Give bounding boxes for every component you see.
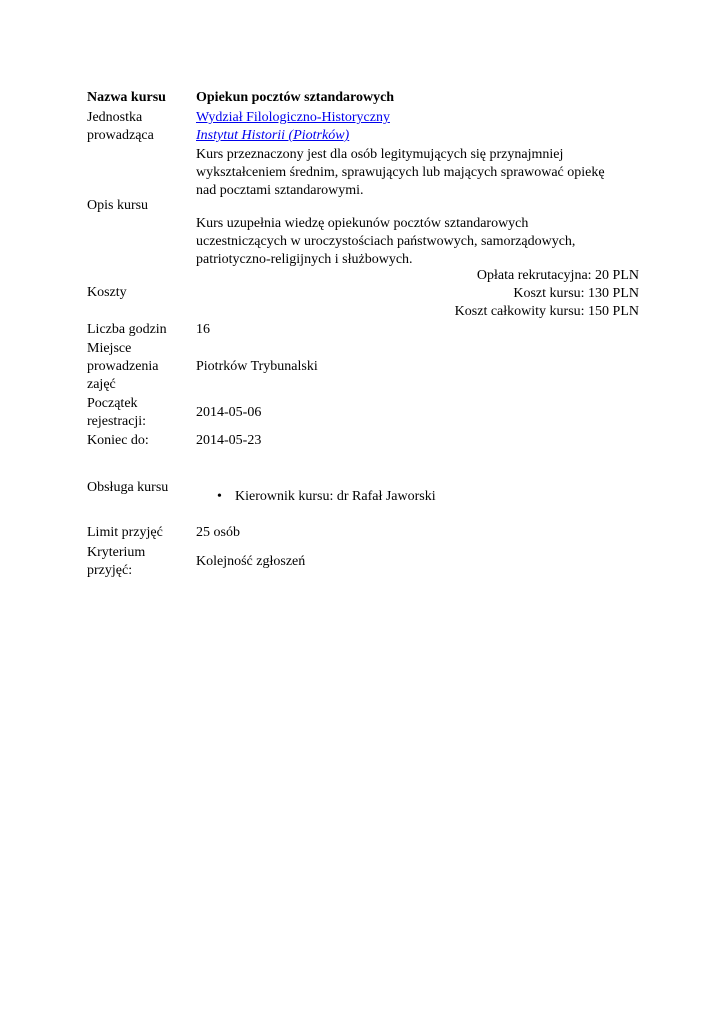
place-label-line: zajęć (87, 377, 116, 392)
costs-label: Koszty (87, 285, 127, 300)
limit-value: 25 osób (196, 525, 240, 540)
description-line: patriotyczno-religijnych i służbowych. (196, 252, 413, 267)
service-label: Obsługa kursu (87, 480, 169, 495)
service-row (87, 479, 639, 515)
criterion-label (87, 544, 187, 580)
registration-start-label-line: Początek (87, 396, 138, 411)
registration-start-value: 2014-05-06 (196, 405, 262, 420)
hours-row (87, 321, 639, 339)
unit-label (87, 109, 187, 145)
place-label-line: prowadzenia (87, 359, 159, 374)
description-line: Kurs przeznaczony jest dla osób legitymujących się przynajmniej (196, 147, 564, 162)
end-label: Koniec do: (87, 433, 149, 448)
unit-label-line1: Jednostka (87, 110, 143, 125)
faculty-link[interactable]: Wydział Filologiczno-Historyczny (196, 110, 390, 125)
criterion-label-line: Kryterium (87, 545, 146, 560)
service-item-text: Kierownik kursu: dr Rafał Jaworski (235, 489, 436, 504)
description-line: uczestniczących w uroczystościach państwowych, samorządowych, (196, 234, 576, 249)
end-row (87, 432, 639, 450)
hours-label: Liczba godzin (87, 322, 167, 337)
description-label: Opis kursu (87, 198, 149, 213)
cost-total: Koszt całkowity kursu: 150 PLN (454, 304, 639, 319)
description-line: nad pocztami sztandarowymi. (196, 183, 364, 198)
description-line: wykształceniem średnim, sprawujących lub mających sprawować opiekę (196, 165, 605, 180)
institute-link[interactable]: Instytut Historii (Piotrków) (196, 128, 350, 143)
hours-value: 16 (196, 322, 210, 337)
bullet-icon: • (217, 489, 222, 504)
registration-start-label (87, 395, 187, 431)
cost-course-fee: Koszt kursu: 130 PLN (513, 286, 639, 301)
unit-row (87, 109, 639, 145)
registration-start-label-line: rejestracji: (87, 414, 147, 429)
limit-row (87, 524, 639, 542)
description-paragraph-1 (196, 146, 639, 200)
end-value: 2014-05-23 (196, 433, 262, 448)
description-paragraph-2 (196, 215, 639, 269)
place-label (87, 340, 187, 394)
description-text (196, 146, 639, 269)
course-name-value: Opiekun pocztów sztandarowych (196, 90, 395, 105)
costs-list (196, 267, 639, 321)
description-row (87, 146, 639, 266)
unit-label-line2: prowadząca (87, 128, 154, 143)
place-row (87, 340, 639, 394)
place-value: Piotrków Trybunalski (196, 359, 318, 374)
limit-label: Limit przyjęć (87, 525, 163, 540)
cost-recruitment-fee: Opłata rekrutacyjna: 20 PLN (476, 268, 639, 283)
description-line: Kurs uzupełnia wiedzę opiekunów pocztów sztandarowych (196, 216, 529, 231)
course-name-row (87, 89, 639, 107)
criterion-row (87, 544, 639, 580)
registration-start-row (87, 395, 639, 431)
unit-links (196, 109, 639, 145)
course-name-label: Nazwa kursu (87, 90, 166, 105)
costs-row (87, 267, 639, 321)
place-label-line: Miejsce (87, 341, 132, 356)
criterion-label-line: przyjęć: (87, 563, 133, 578)
criterion-value: Kolejność zgłoszeń (196, 554, 306, 569)
